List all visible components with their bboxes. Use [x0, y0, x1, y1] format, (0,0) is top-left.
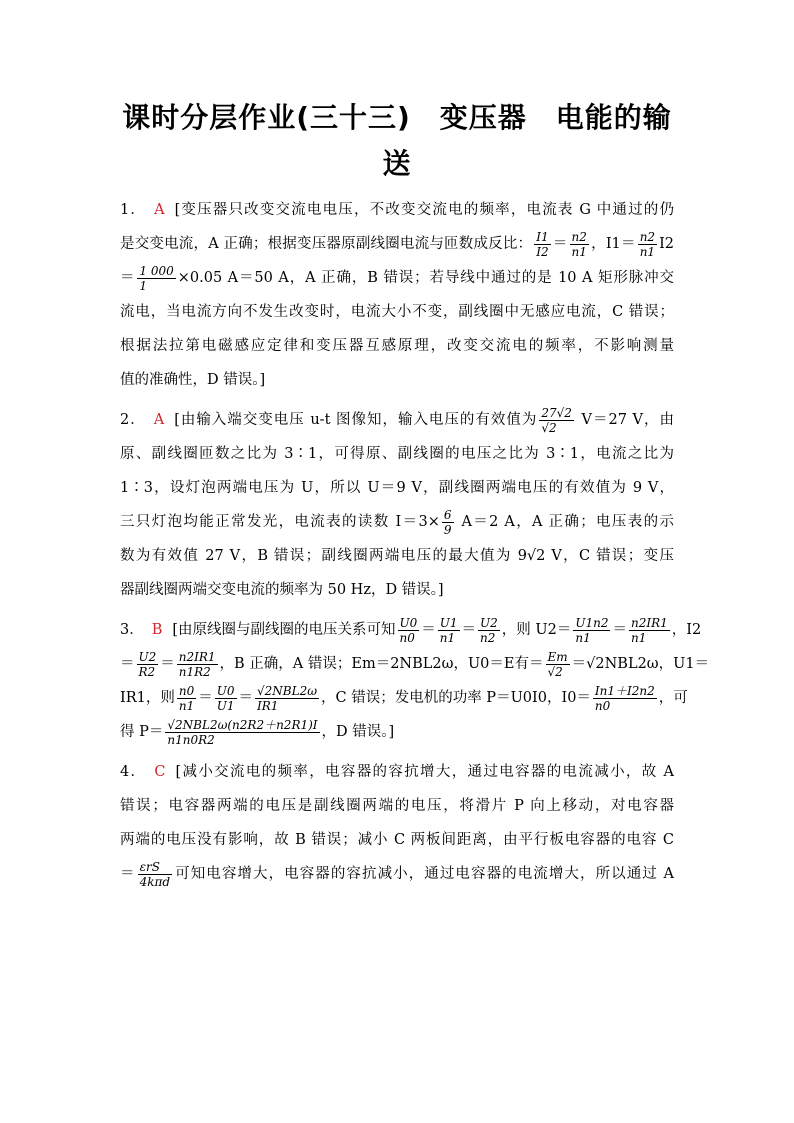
- fraction: $\frac{1 000}{1}$: [139, 263, 174, 293]
- text-line: 错误；电容器两端的电压是副线圈两端的电压，将滑片 P 向上移动，对电容器: [120, 798, 674, 814]
- question-1: 1． A [变压器只改变交流电电压，不改变交流电的频率，电流表 G 中通过的仍 是交变电流，A 正确；根据变压器原副线圈电流与匝数成反比： $\frac{I1}{I2}$ ＝ $\frac{n2}{n1}$ ，I1＝ $\frac{n2}{n1}$ I2 ＝ $\frac{1 000}{1}$ ×0.05 A＝50 A，A 正确，B 错误；若导线中通过的是 10 A 矩形脉冲交 流电，当电流方向不发生改变时，电流大小不变，副线圈中无感应电流，C 错误； 根据法拉第电磁感应定律和变压器互感原理，改变交流电的频率，不影响测量 值的准确性，D 错误。]: [120, 193, 674, 397]
- text-line: 值的准确性，D 错误。]: [120, 372, 266, 388]
- question-number: 1．: [120, 202, 147, 218]
- text-segment: ×0.05 A＝50 A，A 正确，B 错误；若导线中通过的是 10 A 矩形脉冲交: [177, 270, 675, 286]
- document-page: [120, 95, 710, 891]
- fraction: $\frac{U0}{U1}$: [216, 683, 235, 713]
- title-line-2: 送: [382, 147, 412, 180]
- fraction: $\frac{U1}{n1}$: [439, 615, 458, 645]
- question-2: 2． A [由输入端交变电压 u-t 图像知，输入电压的有效值为 $\frac{27√2}{√2}$ V＝27 V，由 原、副线圈匝数之比为 3∶1，可得原、副线圈的电压之比为 3∶1，电流之比为 1∶3，设灯泡两端电压为 U，所以 U＝9 V，副线圈两端电压的有效值为 9 V， 三只灯泡均能正常发光，电流表的读数 I＝3× $\frac{6}{9}$ A＝2 A，A 正确；电压表的示 数为有效值 27 V，B 错误；副线圈两端电压的最大值为 9√2 V，C 错误；变压 器副线圈两端交变电流的频率为 50 Hz，D 错误。]: [120, 403, 674, 607]
- question-3: 3． B [由原线圈与副线圈的电压关系可知 $\frac{U0}{n0}$ ＝ $\frac{U1}{n1}$ ＝ $\frac{U2}{n2}$ ，则 U2＝ $\frac{U1n2}{n1}$ ＝ $\frac{n2IR1}{n1}$ ，I2 ＝ $\frac{U2}{R2}$ ＝ $\frac{n2IR1}{n1R2}$ ，B 正确，A 错误；Em＝2NBL2ω，U0＝E有＝ $\frac{Em}{√2}$ ＝√2NBL2ω，U1＝ IR1，则 $\frac{n0}{n1}$ ＝ $\frac{U0}{U1}$ ＝ $\frac{\text{√2NBL2ω}}{IR1}$ ，C 错误；发电机的功率 P＝U0I0，I0＝ $\frac{In1+I2n2}{n0}$ ，可 得 P＝ $\frac{\text{√2NBL2ω(n2R2＋n2R1)I}}{n1n0R2}$ ，D 错误。]: [120, 615, 710, 747]
- text-line: 器副线圈两端交变电流的频率为 50 Hz，D 错误。]: [120, 582, 444, 598]
- text-line: [变压器只改变交流电电压，不改变交流电的频率，电流表 G 中通过的仍: [174, 202, 674, 218]
- fraction: $\frac{Em}{√2}$: [547, 649, 568, 679]
- fraction: $\frac{U1n2}{n1}$: [575, 615, 609, 645]
- fraction: $\frac{27√2}{√2}$: [541, 405, 572, 435]
- answer-letter: A: [154, 202, 165, 218]
- fraction: $\frac{U2}{n2}$: [480, 615, 498, 645]
- fraction: $\frac{n0}{n1}$: [178, 683, 195, 713]
- fraction: $\frac{n2}{n1}$: [639, 229, 656, 259]
- fraction: $\frac{n2IR1}{n1}$: [630, 615, 668, 645]
- fraction: $\frac{I1}{I2}$: [536, 229, 549, 259]
- text-line: 原、副线圈匝数之比为 3∶1，可得原、副线圈的电压之比为 3∶1，电流之比为: [120, 446, 674, 462]
- question-4: 4． C [减小交流电的频率，电容器的容抗增大，通过电容器的电流减小，故 A 错误；电容器两端的电压是副线圈两端的电压，将滑片 P 向上移动，对电容器 两端的电压没有影响，故 B 错误；减小 C 两板间距离，由平行板电容器的电容 C ＝ $\frac{\text{εrS}}{\text{4kπd}}$ 可知电容增大，电容器的容抗减小，通过电容器的电流增大，所以通过 A: [120, 764, 675, 889]
- text-line: 流电，当电流方向不发生改变时，电流大小不变，副线圈中无感应电流，C 错误；: [120, 304, 674, 320]
- fraction: $\frac{U2}{R2}$: [138, 649, 157, 679]
- fraction: $\frac{U0}{n0}$: [399, 615, 418, 645]
- page-title: [120, 95, 674, 187]
- fraction: $\frac{6}{9}$: [443, 507, 452, 537]
- title-line-1: 课时分层作业(三十三) 变压器 电能的输: [122, 101, 672, 134]
- fraction: $\frac{\text{√2NBL2ω}}{IR1}$: [257, 683, 317, 713]
- text-line: 两端的电压没有影响，故 B 错误；减小 C 两板间距离，由平行板电容器的电容 C: [120, 832, 674, 848]
- text-segment: [减小交流电的频率，电容器的容抗增大，通过电容器的电流减小，故 A: [175, 764, 674, 780]
- question-number: 4．: [120, 764, 147, 780]
- fraction: $\frac{n2IR1}{n1R2}$: [178, 649, 216, 679]
- fraction: $\frac{\text{√2NBL2ω(n2R2＋n2R1)I}}{n1n0R2}$: [167, 717, 318, 747]
- answer-letter: B: [151, 622, 163, 638]
- fraction: $\frac{n2}{n1}$: [571, 229, 587, 259]
- question-number: 3．: [120, 622, 144, 638]
- text-segment: 是交变电流，A 正确；根据变压器原副线圈电流与匝数成反比：: [120, 236, 533, 252]
- answer-letter: C: [154, 764, 166, 780]
- text-line: 根据法拉第电磁感应定律和变压器互感原理，改变交流电的频率，不影响测量: [120, 338, 674, 354]
- text-line: 数为有效值 27 V，B 错误；副线圈两端电压的最大值为 9√2 V，C 错误；变压: [120, 548, 674, 564]
- question-number: 2．: [120, 412, 146, 428]
- answer-letter: A: [153, 412, 165, 428]
- fraction: $\frac{In1+I2n2}{n0}$: [594, 683, 655, 713]
- fraction: $\frac{\text{εrS}}{\text{4kπd}}$: [139, 859, 171, 889]
- text-line: 1∶3，设灯泡两端电压为 U，所以 U＝9 V，副线圈两端电压的有效值为 9 V，: [120, 480, 674, 496]
